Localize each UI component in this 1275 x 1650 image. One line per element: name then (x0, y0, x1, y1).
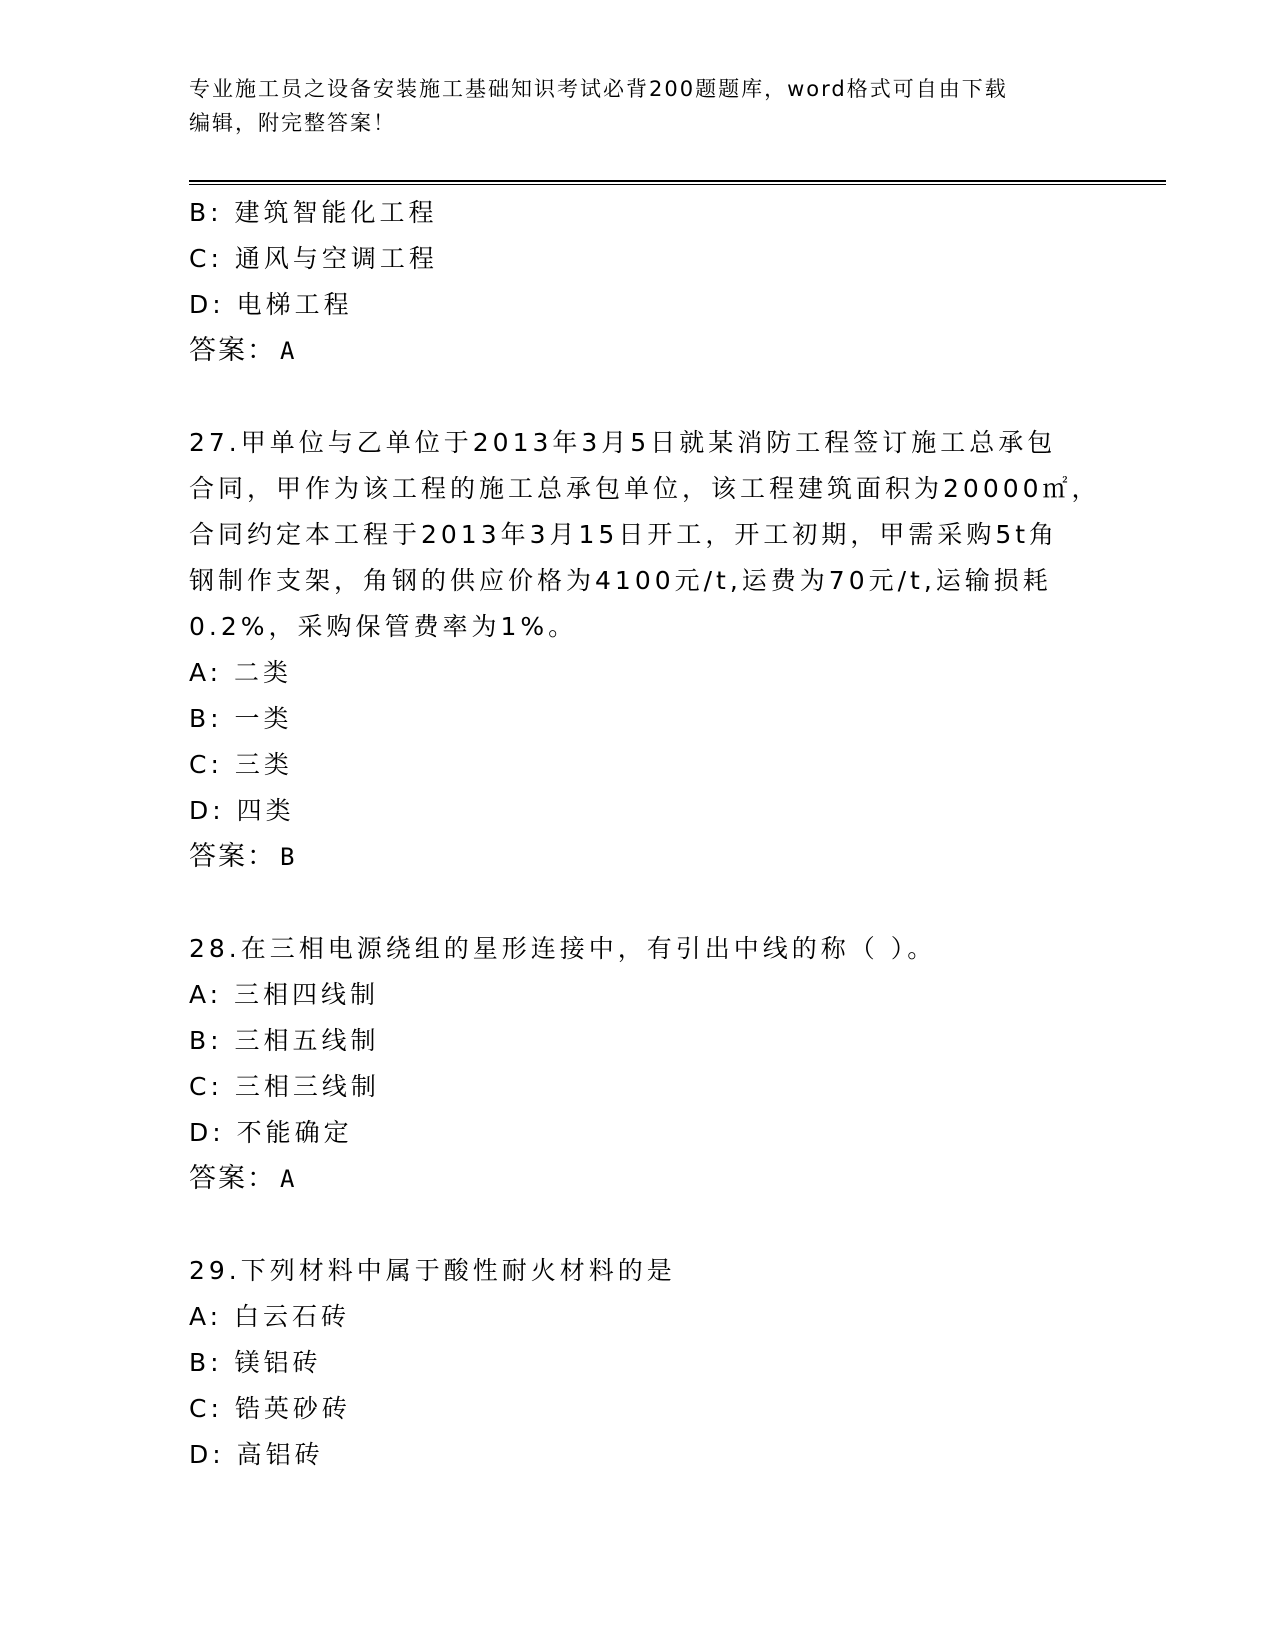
answer-value: B (280, 843, 299, 871)
answer-label: 答案： (189, 841, 276, 872)
option-a: A: 白云石砖 (189, 1302, 351, 1331)
question-stem-line: 0.2%，采购保管费率为1%。 (189, 612, 578, 641)
option-b: B: 一类 (189, 704, 293, 733)
document-header (189, 72, 1069, 140)
answer-label: 答案： (189, 1163, 276, 1194)
option-d: D: 电梯工程 (189, 290, 353, 319)
option-b: B: 镁铝砖 (189, 1348, 322, 1377)
option-c: C: 通风与空调工程 (189, 244, 438, 273)
question-stem-line: 合同约定本工程于2013年3月15日开工，开工初期，甲需采购5t角 (189, 520, 1059, 549)
header-line-1: 专业施工员之设备安装施工基础知识考试必背200题题库，word格式可自由下载 (189, 77, 1008, 101)
question-list (189, 190, 1101, 1478)
spacer (189, 374, 1089, 420)
option-d: D: 高铝砖 (189, 1440, 324, 1469)
answer-label: 答案： (189, 335, 276, 366)
option-c: C: 三类 (189, 750, 293, 779)
answer-line (189, 1156, 1089, 1202)
question-stem-line: 钢制作支架，角钢的供应价格为4100元/t,运费为70元/t,运输损耗 (189, 566, 1052, 595)
option-c: C: 锆英砂砖 (189, 1394, 351, 1423)
question-stem-line: 29.下列材料中属于酸性耐火材料的是 (189, 1256, 676, 1285)
answer-value: A (280, 337, 299, 365)
answer-value: A (280, 1165, 299, 1193)
question-26-tail (189, 190, 1089, 374)
header-line-2: 编辑，附完整答案！ (189, 111, 396, 135)
question-stem-line: 合同，甲作为该工程的施工总承包单位，该工程建筑面积为20000㎡， (189, 474, 1101, 503)
answer-line (189, 834, 1089, 880)
option-a: A: 三相四线制 (189, 980, 380, 1009)
question-28 (189, 926, 1089, 1202)
question-stem-line: 27.甲单位与乙单位于2013年3月5日就某消防工程签订施工总承包 (189, 428, 1057, 457)
option-d: D: 不能确定 (189, 1118, 353, 1147)
spacer (189, 1202, 1089, 1248)
option-c: C: 三相三线制 (189, 1072, 380, 1101)
question-27 (189, 420, 1101, 880)
header-rule-thick (189, 180, 1166, 182)
header-rule-thin (189, 184, 1166, 185)
question-29 (189, 1248, 1089, 1478)
option-b: B: 建筑智能化工程 (189, 198, 438, 227)
spacer (189, 880, 1089, 926)
option-b: B: 三相五线制 (189, 1026, 380, 1055)
question-stem-line: 28.在三相电源绕组的星形连接中，有引出中线的称（ ）。 (189, 934, 937, 963)
option-a: A: 二类 (189, 658, 293, 687)
option-d: D: 四类 (189, 796, 295, 825)
answer-line (189, 328, 1089, 374)
